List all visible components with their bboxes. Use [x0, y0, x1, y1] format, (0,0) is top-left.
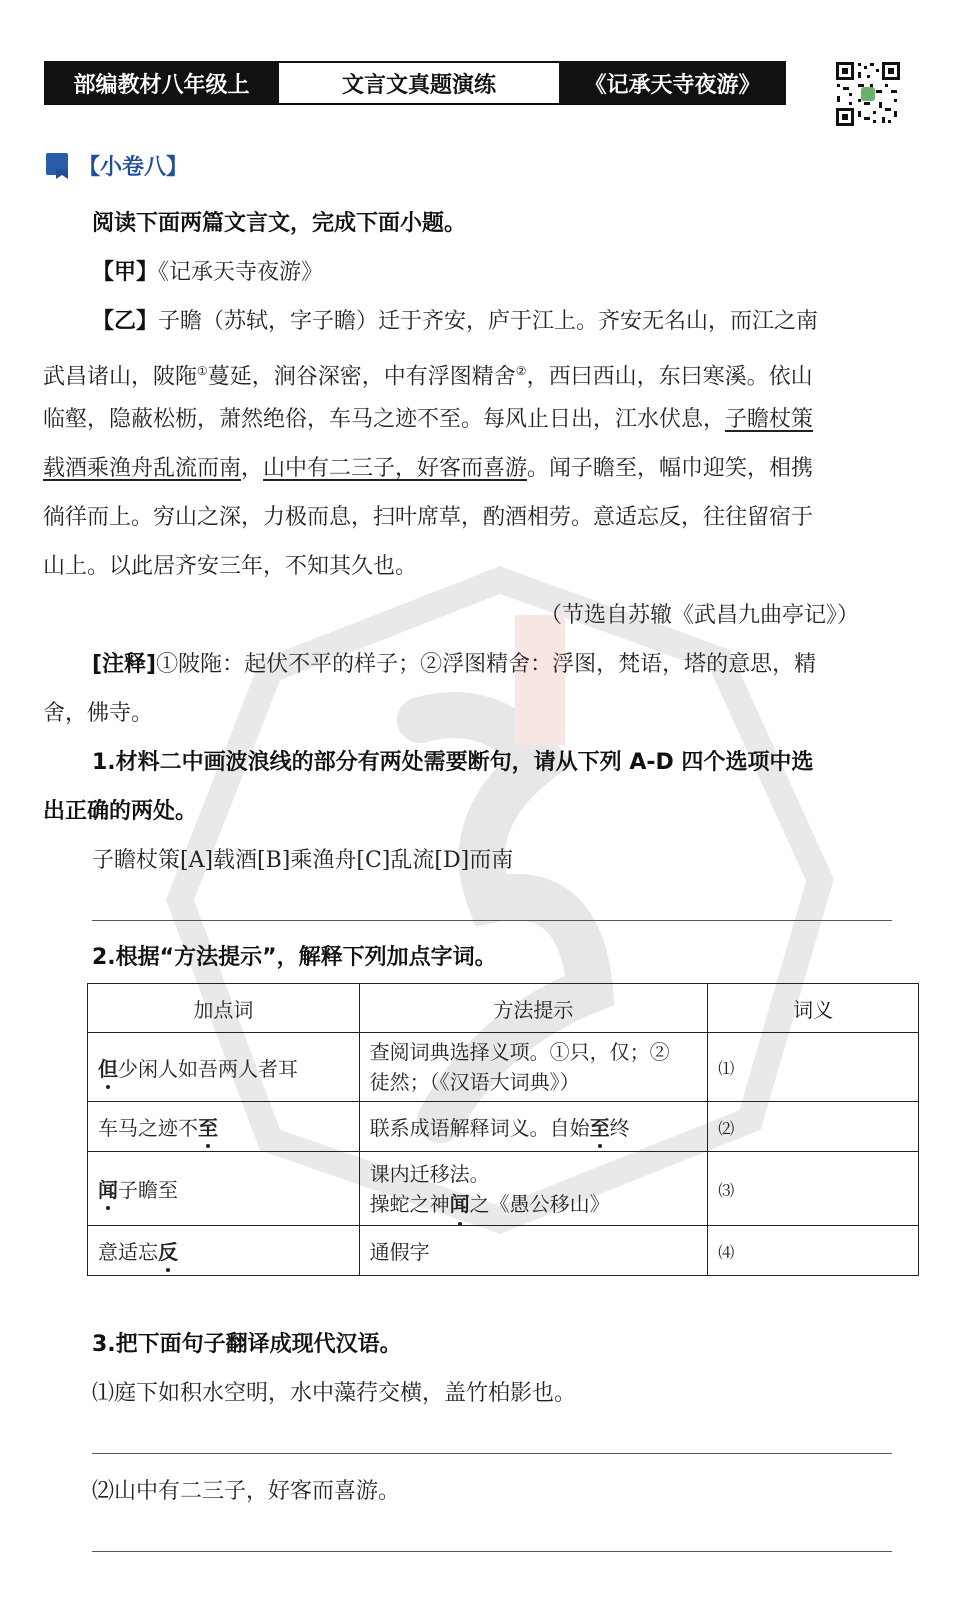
qr-code-icon [834, 60, 902, 128]
hint-text: 联系成语解释词义。自始 [369, 1116, 590, 1140]
answer-cell[interactable] [708, 1152, 919, 1226]
method-hint-cell [359, 1033, 708, 1102]
section-title: 【小卷八】 [78, 155, 189, 180]
dotted-word-cell [88, 1152, 360, 1226]
table-row [88, 1226, 919, 1276]
column-header: 方法提示 [359, 984, 708, 1033]
passage-yi-line-1 [92, 307, 818, 337]
method-hint-cell [359, 1152, 708, 1226]
header-topic: 文言文真题演练 [277, 63, 561, 103]
question-2-title: 2.根据“方法提示”，解释下列加点字词。 [92, 945, 497, 970]
passage-yi-text: 。闻子瞻至，幅巾迎笑，相携 [527, 456, 814, 481]
answer-line[interactable] [92, 1453, 892, 1454]
question-1-line-2: 出正确的两处。 [43, 799, 198, 824]
passage-yi-line-3 [43, 405, 813, 435]
annotation-line-2: 舍，佛寺。 [43, 701, 154, 726]
method-hint-cell [359, 1102, 708, 1152]
passage-yi-text: 蔓延，涧谷深密，中有浮图精舍 [207, 364, 516, 390]
annotation-label: [注释] [92, 652, 157, 677]
hint-text: 之《愚公移山》 [469, 1191, 610, 1216]
table-header-row [88, 984, 919, 1033]
dotted-char: 至 [198, 1112, 218, 1141]
answer-line[interactable] [92, 1551, 892, 1552]
question-1-line-1: 1.材料二中画波浪线的部分有两处需要断句，请从下列 A-D 四个选项中选 [92, 750, 814, 775]
translation-sentence-2: ⑵山中有二三子，好客而喜游。 [92, 1479, 401, 1504]
dotted-char: 至 [590, 1112, 610, 1141]
question-3-title: 3.把下面句子翻译成现代汉语。 [92, 1332, 402, 1357]
table-row [88, 1033, 919, 1102]
word-text: 车马之迹不 [98, 1116, 198, 1140]
header-grade: 部编教材八年级上 [46, 63, 277, 103]
answer-number: ⑷ [718, 1242, 735, 1262]
passage-yi-text: ， [241, 456, 264, 481]
dotted-char: 闻 [450, 1189, 470, 1219]
answer-cell[interactable] [708, 1102, 919, 1152]
table-row [88, 1102, 919, 1152]
section-heading [44, 150, 188, 181]
answer-cell[interactable] [708, 1226, 919, 1276]
annotation-text: ①陂陁：起伏不平的样子；②浮图精舍：浮图，梵语，塔的意思，精 [156, 652, 817, 677]
word-text: 子瞻至 [118, 1178, 178, 1202]
answer-number: ⑴ [718, 1059, 735, 1078]
hint-text: 操蛇之神 [369, 1191, 450, 1216]
dotted-char: 反 [158, 1236, 178, 1265]
underlined-phrase: 子瞻杖策 [725, 407, 814, 432]
hint-text: 终 [609, 1116, 630, 1140]
dotted-word-cell [88, 1102, 360, 1152]
vocabulary-table [87, 983, 919, 1276]
dotted-char: 但 [98, 1053, 118, 1082]
passage-jia-title: 《记承天寺夜游》 [158, 260, 324, 285]
table-row [88, 1152, 919, 1226]
answer-line[interactable] [92, 920, 892, 921]
dotted-word-cell [88, 1226, 360, 1276]
question-1-options: 子瞻杖策[A]载酒[B]乘渔舟[C]乱流[D]而南 [92, 848, 514, 873]
passage-source: （节选自苏辙《武昌九曲亭记》） [540, 603, 860, 628]
passage-yi-line-5: 徜徉而上。穷山之深，力极而息，扫叶席草，酌酒相劳。意适忘反，往往留宿于 [43, 505, 814, 530]
passage-yi-text: ，西曰西山，东曰寒溪。依山 [526, 364, 813, 390]
translation-sentence-1: ⑴庭下如积水空明，水中藻荇交横，盖竹柏影也。 [92, 1381, 577, 1406]
answer-number: ⑵ [718, 1118, 735, 1138]
dotted-char: 闻 [98, 1174, 118, 1203]
header-bar [44, 61, 786, 105]
bookmark-icon [44, 151, 74, 181]
passage-jia [92, 258, 323, 288]
word-text: 少闲人如吾两人者耳 [118, 1056, 298, 1081]
passage-jia-label: 【甲】 [92, 260, 159, 285]
annotation-line-1 [92, 650, 816, 680]
passage-yi-line-6: 山上。以此居齐安三年，不知其久也。 [43, 554, 418, 579]
hint-text: 课内迁移法。 [369, 1161, 490, 1186]
footnote-marker: ② [515, 364, 527, 378]
underlined-phrase: 山中有二三子，好客而喜游 [263, 456, 528, 481]
passage-yi-text: 子瞻（苏轼，字子瞻）迁于齐安，庐于江上。齐安无名山，而江之南 [158, 309, 819, 334]
passage-yi-text: 临壑，隐蔽松枥，萧然绝俗，车马之迹不至。每风止日出，江水伏息， [43, 407, 726, 432]
passage-yi-label: 【乙】 [92, 309, 159, 334]
reading-instruction: 阅读下面两篇文言文，完成下面小题。 [92, 211, 467, 236]
answer-number: ⑶ [718, 1180, 735, 1200]
hint-text: 查阅词典选择义项。①只，仅；② [369, 1040, 670, 1064]
footnote-marker: ① [197, 364, 208, 378]
passage-yi-text: 武昌诸山，陂陁 [43, 364, 198, 390]
word-text: 意适忘 [98, 1240, 158, 1264]
method-hint-cell: 通假字 [359, 1226, 708, 1276]
column-header: 加点词 [88, 984, 360, 1033]
passage-yi-line-2 [43, 356, 813, 392]
passage-yi-line-4 [43, 454, 813, 484]
header-lesson: 《记承天寺夜游》 [561, 63, 784, 103]
answer-cell[interactable] [708, 1033, 919, 1102]
underlined-phrase: 载酒乘渔舟乱流而南 [43, 456, 242, 481]
dotted-word-cell [88, 1033, 360, 1102]
column-header: 词义 [708, 984, 919, 1033]
hint-text: 徒然；（《汉语大词典》） [369, 1070, 580, 1094]
